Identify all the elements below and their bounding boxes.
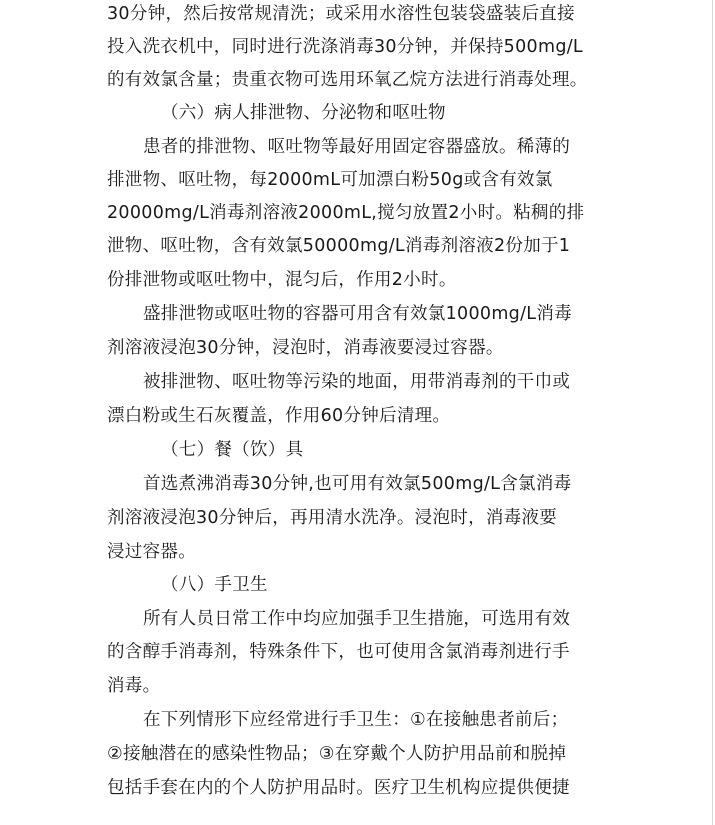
paragraph-line: 20000mg/L消毒剂溶液2000mL,搅匀放置2小时。粘稠的排 [107, 203, 585, 223]
section-heading-eight: （八）手卫生 [161, 575, 268, 595]
paragraph-line: 所有人员日常工作中均应加强手卫生措施，可选用有效 [143, 609, 571, 629]
paragraph-line: 被排泄物、呕吐物等污染的地面，用带消毒剂的干巾或 [143, 372, 571, 392]
section-heading-seven: （七）餐（饮）具 [161, 440, 304, 460]
paragraph-line: 在下列情形下应经常进行手卫生：①在接触患者前后； [143, 710, 569, 730]
paragraph-line: 份排泄物或呕吐物中，混匀后，作用2小时。 [107, 270, 457, 290]
page-edge-divider [712, 0, 713, 825]
paragraph-line: 患者的排泄物、呕吐物等最好用固定容器盛放。稀薄的 [143, 137, 571, 157]
paragraph-line: 浸过容器。 [107, 542, 196, 562]
paragraph-line: 剂溶液浸泡30分钟后，再用清水洗净。浸泡时，消毒液要 [107, 508, 558, 528]
paragraph-line: 投入洗衣机中，同时进行洗涤消毒30分钟，并保持500mg/L [107, 37, 583, 57]
paragraph-line: 包括手套在内的个人防护用品时。医疗卫生机构应提供便捷 [107, 778, 570, 798]
paragraph-line: 剂溶液浸泡30分钟，浸泡时，消毒液要浸过容器。 [107, 338, 504, 358]
paragraph-line: 的有效氯含量；贵重衣物可选用环氧乙烷方法进行消毒处理。 [107, 70, 588, 90]
paragraph-line: 漂白粉或生石灰覆盖，作用60分钟后清理。 [107, 406, 451, 426]
paragraph-line: 排泄物、呕吐物，每2000mL可加漂白粉50g或含有效氯 [107, 170, 553, 190]
paragraph-line: 泄物、呕吐物，含有效氯50000mg/L消毒剂溶液2份加于1 [107, 236, 571, 256]
paragraph-line: 首选煮沸消毒30分钟,也可用有效氯500mg/L含氯消毒 [143, 474, 572, 494]
section-heading-six: （六）病人排泄物、分泌物和呕吐物 [161, 103, 446, 123]
paragraph-line: 30分钟，然后按常规清洗；或采用水溶性包装袋盛装后直接 [107, 4, 575, 24]
paragraph-line: 消毒。 [107, 676, 161, 696]
paragraph-line: 的含醇手消毒剂，特殊条件下，也可使用含氯消毒剂进行手 [107, 642, 570, 662]
paragraph-line: 盛排泄物或呕吐物的容器可用含有效氯1000mg/L消毒 [143, 304, 572, 324]
paragraph-line: ②接触潜在的感染性物品；③在穿戴个人防护用品前和脱掉 [107, 744, 567, 764]
